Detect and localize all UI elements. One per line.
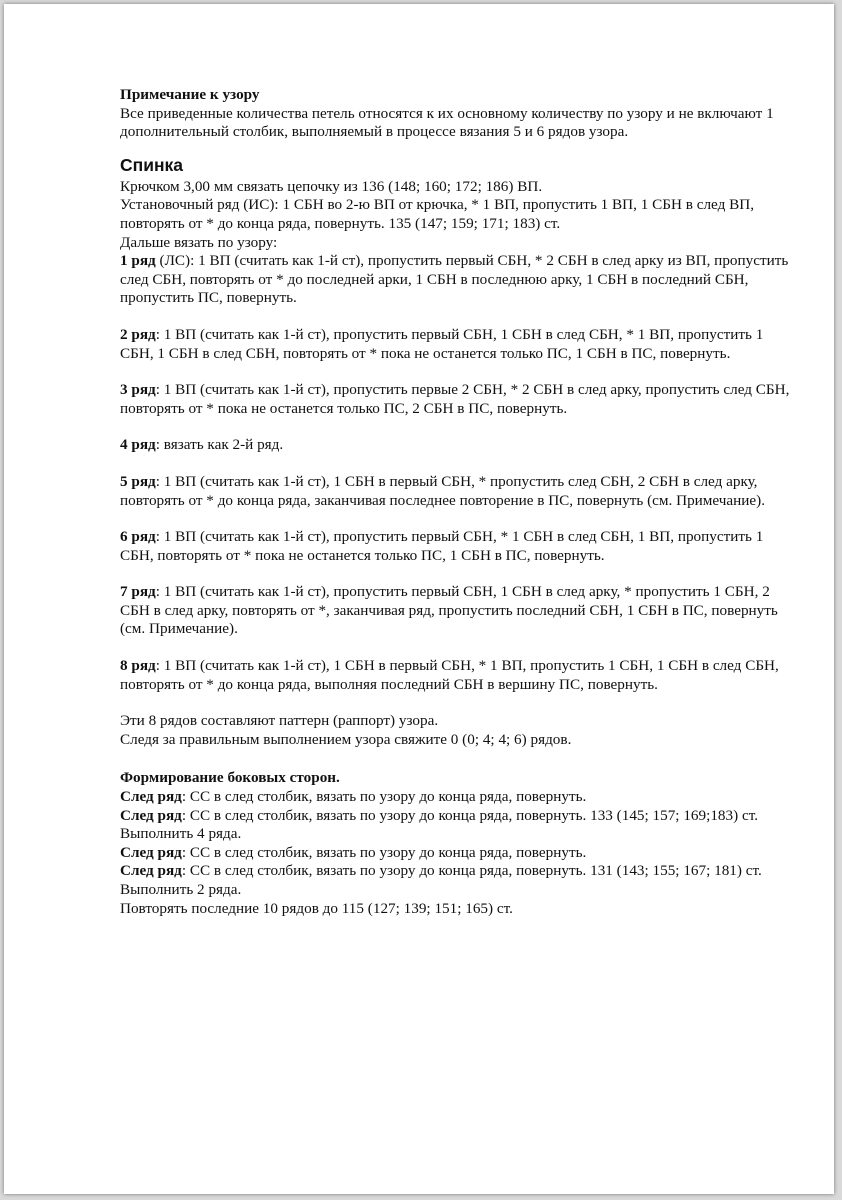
row-text: : 1 ВП (считать как 1-й ст), пропустить первый СБН, 1 СБН в след СБН, * 1 ВП, пропустить 1 СБН, 1 СБН в след СБН, повторять от * пока не останется только ПС, 1 СБН в ПС, повернуть. (120, 325, 764, 362)
row-label: 1 ряд (120, 252, 156, 270)
row-label: 7 ряд (120, 583, 156, 601)
section-title-back: Спинка (120, 154, 184, 175)
pattern-row-7 (120, 583, 800, 639)
pattern-row-2 (120, 326, 800, 363)
row-label: След ряд (120, 788, 182, 806)
intro-line: Крючком 3,00 мм связать цепочку из 136 (148; 160; 172; 186) ВП. (120, 177, 543, 195)
row-text: : 1 ВП (считать как 1-й ст), пропустить первый СБН, * 1 СБН в след СБН, 1 ВП, пропустить 1 СБН, повторять от * пока не останется только ПС, 1 СБН в ПС, повернуть. (120, 528, 764, 564)
row-text: : 1 ВП (считать как 1-й ст), 1 СБН в первый СБН, * пропустить след СБН, 2 СБН в след арку, повторять от * до конца ряда, заканчивая последнее повторение в ПС, повернуть (см. Примечание). (120, 472, 766, 509)
row-text: : СС в след столбик, вязать по узору до конца ряда, повернуть. (181, 788, 587, 806)
pattern-row-5 (120, 473, 800, 510)
pattern-row-8 (120, 657, 800, 694)
note-title: Примечание к узору (120, 86, 260, 103)
row-text: : СС в след столбик, вязать по узору до конца ряда, повернуть. 133 (145; 157; 169;183) ст. (181, 806, 758, 824)
document-content (120, 86, 800, 918)
row-text: : 1 ВП (считать как 1-й ст), 1 СБН в первый СБН, * 1 ВП, пропустить 1 СБН, 1 СБН в след СБН, повторять от * до конца ряда, выполняя последний СБН в вершину ПС, повернуть. (120, 657, 779, 693)
summary-line: Следя за правильным выполнением узора свяжите 0 (0; 4; 4; 6) рядов. (120, 730, 572, 748)
intro-line: Установочный ряд (ИС): 1 СБН во 2-ю ВП от крючка, * 1 ВП, пропустить 1 ВП, 1 СБН в след ВП, повторять от * до конца ряда, повернуть. 135 (147; 159; 171; 183) ст. (120, 196, 755, 232)
row-text: : 1 ВП (считать как 1-й ст), пропустить первые 2 СБН, * 2 СБН в след арку, пропустить след СБН, повторять от * пока не останется только ПС, 2 СБН в ПС, повернуть. (120, 381, 790, 417)
summary-line: Эти 8 рядов составляют паттерн (раппорт) узора. (120, 712, 439, 730)
document-page (4, 4, 834, 1194)
sides-line (120, 788, 800, 807)
row-label: 6 ряд (120, 528, 156, 546)
sides-line (120, 807, 800, 826)
pattern-row-4 (120, 436, 800, 455)
row-label: След ряд (120, 862, 182, 880)
section-title-sides: Формирование боковых сторон. (120, 769, 340, 787)
pattern-row-3 (120, 381, 800, 418)
row-text: : СС в след столбик, вязать по узору до конца ряда, повернуть. (181, 843, 587, 861)
row-text: : СС в след столбик, вязать по узору до конца ряда, повернуть. 131 (143; 155; 167; 181) ст. (181, 862, 762, 880)
sides-line (120, 844, 800, 863)
sides-line: Выполнить 2 ряда. (120, 881, 242, 898)
pattern-row-6 (120, 528, 800, 565)
sides-line: Повторять последние 10 рядов до 115 (127; 139; 151; 165) ст. (120, 899, 513, 917)
row-label: 4 ряд (120, 436, 156, 454)
pattern-row-1 (120, 252, 800, 308)
note-text: Все приведенные количества петель относятся к их основному количеству по узору и не включают 1 дополнительный столбик, выполняемый в процессе вязания 5 и 6 рядов узора. (120, 104, 774, 141)
row-text: : вязать как 2-й ряд. (155, 436, 284, 454)
row-label: 3 ряд (120, 381, 156, 399)
intro-line: Дальше вязать по узору: (120, 233, 278, 251)
sides-line (120, 862, 800, 881)
row-label: 2 ряд (120, 325, 156, 343)
row-label: След ряд (120, 806, 182, 824)
sides-line: Выполнить 4 ряда. (120, 825, 242, 843)
row-text: (ЛС): 1 ВП (считать как 1-й ст), пропустить первый СБН, * 2 СБН в след арку из ВП, пропустить след СБН, повторять от * до последней арки, 1 СБН в последнюю арку, 1 СБН в последний СБН, пропустить ПС, повернуть. (120, 252, 789, 307)
row-text: : 1 ВП (считать как 1-й ст), пропустить первый СБН, 1 СБН в след арку, * пропустить 1 СБН, 2 СБН в след арку, повторять от *, заканчивая ряд, пропустить последний СБН, 1 СБН в ПС, повернуть (см. Примечание). (120, 583, 778, 638)
row-label: След ряд (120, 843, 182, 861)
row-label: 8 ряд (120, 657, 156, 675)
row-label: 5 ряд (120, 472, 156, 490)
